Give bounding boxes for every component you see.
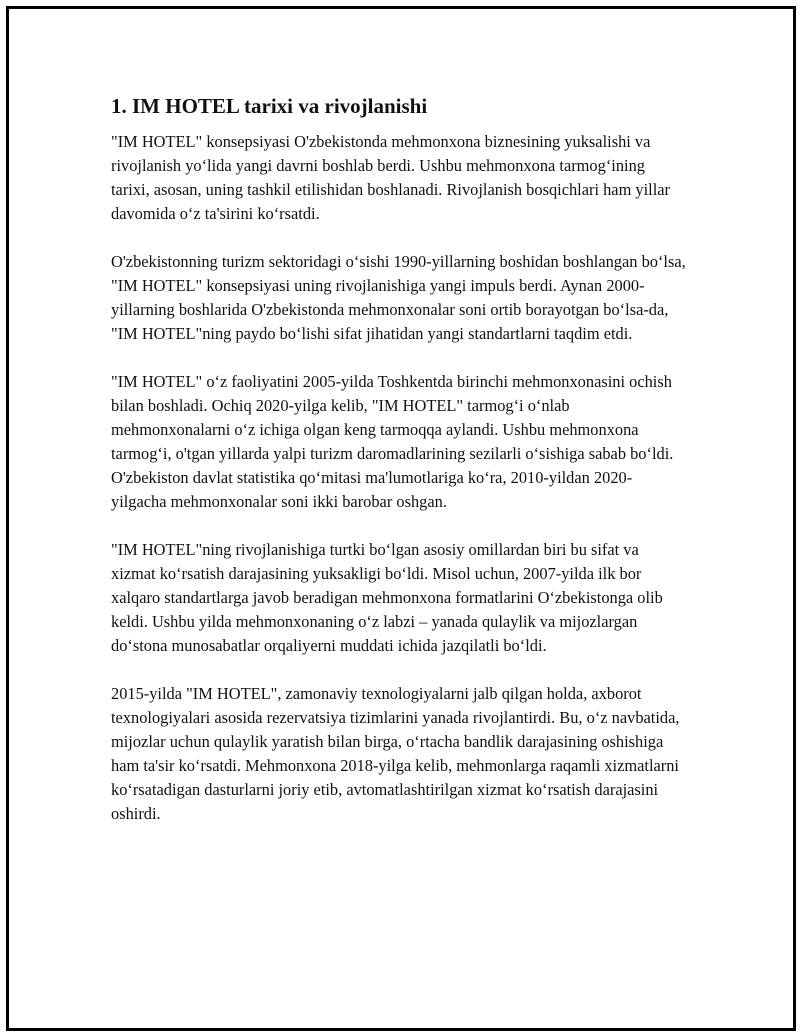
document-body bbox=[111, 92, 686, 850]
document-title: 1. IM HOTEL tarixi va rivojlanishi bbox=[111, 94, 428, 118]
paragraph-3: "IM HOTEL" o‘z faoliyatini 2005-yilda Toshkentda birinchi mehmonxonasini ochish bilan boshladi. Ochiq 2020-yilga kelib, "IM HOTEL" tarmog‘i o‘nlab mehmonxonalarni o‘z ichiga olgan keng tarmoqqa aylandi. Ushbu mehmonxona tarmog‘i, o'tgan yillarda yalpi turizm daromadlarining sezilarli o‘sishiga sabab bo‘ldi. O'zbekiston davlat statistika qo‘mitasi ma'lumotlariga ko‘ra, 2010-yildan 2020-yilgacha mehmonxonalar soni ikki barobar oshgan. bbox=[111, 372, 674, 511]
paragraph-5: 2015-yilda "IM HOTEL", zamonaviy texnologiyalarni jalb qilgan holda, axborot texnologiyalari asosida rezervatsiya tizimlarini yanada rivojlantirdi. Bu, o‘z navbatida, mijozlar uchun qulaylik yaratish bilan birga, o‘rtacha bandlik darajasining oshishiga ham ta'sir ko‘rsatdi. Mehmonxona 2018-yilga kelib, mehmonlarga raqamli xizmatlarni ko‘rsatadigan dasturlarni joriy etib, avtomatlashtirilgan xizmat ko‘rsatish darajasini oshirdi. bbox=[111, 684, 680, 823]
paragraph-1: "IM HOTEL" konsepsiyasi O'zbekistonda mehmonxona biznesining yuksalishi va rivojlanish yo‘lida yangi davrni boshlab berdi. Ushbu mehmonxona tarmog‘ining tarixi, asosan, uning tashkil etilishidan boshlanadi. Rivojlanish bosqichlari ham yillar davomida o‘z ta'sirini ko‘rsatdi. bbox=[111, 132, 671, 223]
paragraph-4: "IM HOTEL"ning rivojlanishiga turtki bo‘lgan asosiy omillardan biri bu sifat va xizmat ko‘rsatish darajasining yuksakligi bo‘ldi. Misol uchun, 2007-yilda ilk bor xalqaro standartlarga javob beradigan mehmonxona formatlarini O‘zbekistonga olib keldi. Ushbu yilda mehmonxonaning o‘z labzi – yanada qulaylik va mijozlargan do‘stona munosabatlar orqaliyerni muddati ichida jazqilatli bo‘ldi. bbox=[111, 540, 663, 655]
paragraph-2: O'zbekistonning turizm sektoridagi o‘sishi 1990-yillarning boshidan boshlangan bo‘lsa, "IM HOTEL" konsepsiyasi uning rivojlanishiga yangi impuls berdi. Aynan 2000-yillarning boshlarida O'zbekistonda mehmonxonalar soni ortib borayotgan bo‘lsa-da, "IM HOTEL"ning paydo bo‘lishi sifat jihatidan yangi standartlarni taqdim etdi. bbox=[111, 252, 686, 343]
